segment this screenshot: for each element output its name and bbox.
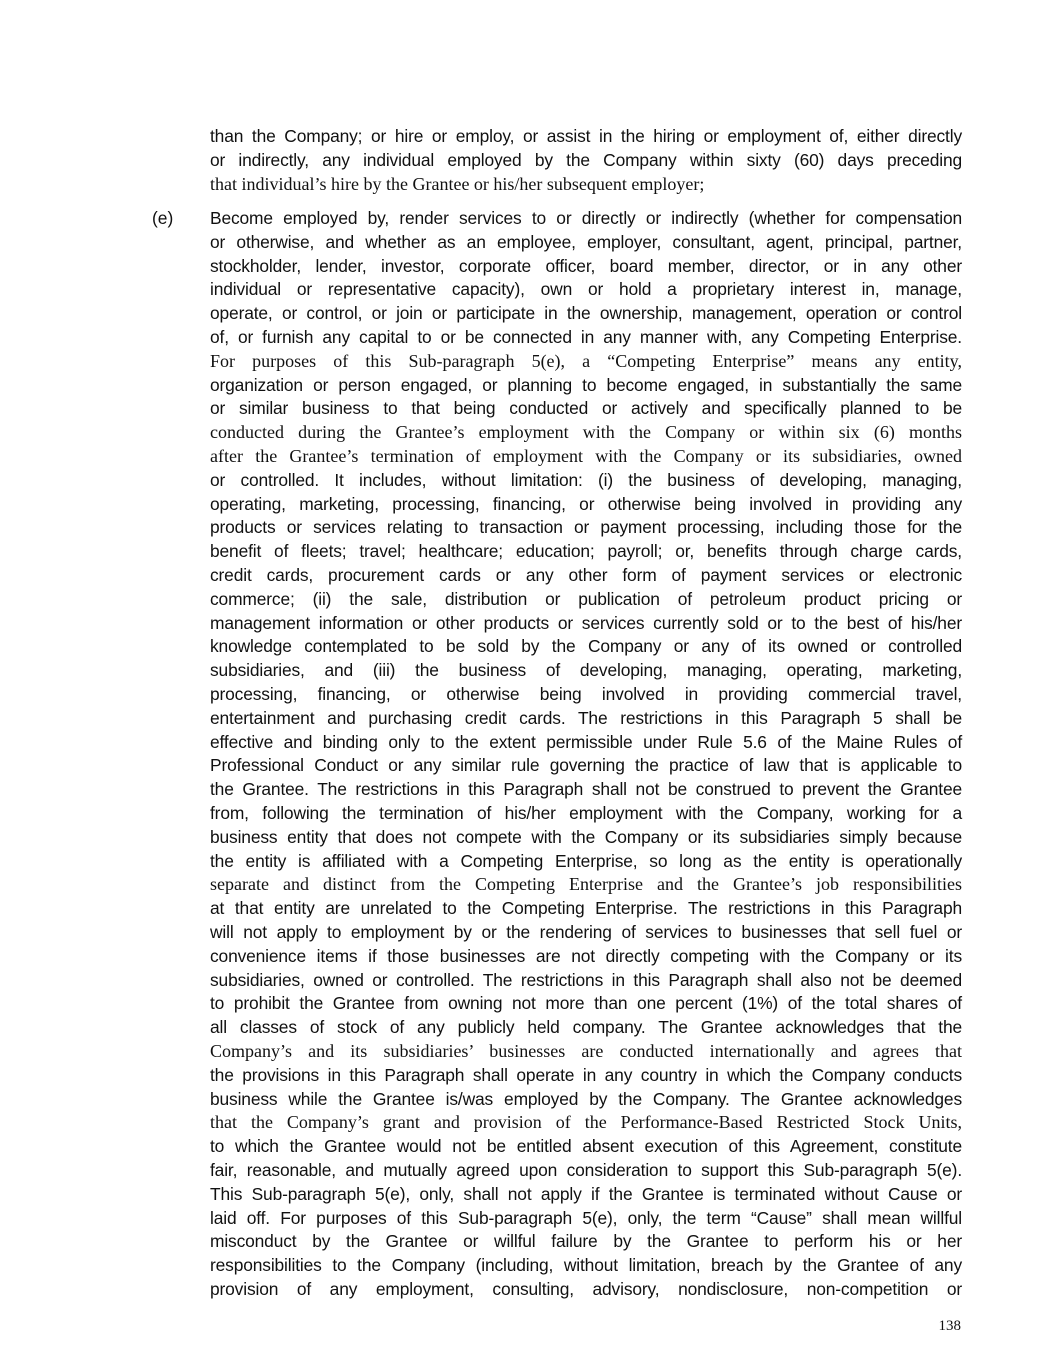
paragraph-e-line: This Sub-paragraph 5(e), only, shall not apply if the Grantee is terminated without Cause or	[210, 1183, 962, 1204]
paragraph-e-line: all classes of stock of any publicly held company. The Grantee acknowledges that the	[210, 1017, 962, 1038]
paragraph-e-line: from, following the termination of his/her employment with the Company, working for a	[210, 803, 962, 823]
paragraph-e-line: For purposes of this Sub-paragraph 5(e), a “Competing Enterprise” means any entity,	[210, 350, 962, 371]
paragraph-e-line: individual or representative capacity), own or hold a proprietary interest in, manage,	[210, 279, 962, 300]
paragraph-e-line: or similar business to that being conducted or actively and specifically planned to be	[210, 398, 962, 419]
paragraph-e-line: operate, or control, or join or participate in the ownership, management, operation or control	[210, 303, 962, 324]
paragraph-e-marker: (e)	[152, 208, 174, 228]
paragraph-e-line: subsidiaries, owned or controlled. The restrictions in this Paragraph shall also not be deemed	[210, 969, 962, 990]
paragraph-e-line: the provisions in this Paragraph shall operate in any country in which the Company conducts	[210, 1064, 962, 1085]
paragraph-e-line: provision of any employment, consulting, advisory, nondisclosure, non-competition or	[210, 1279, 962, 1299]
paragraph-e-line: Company’s and its subsidiaries’ businesses are conducted internationally and agrees that	[210, 1041, 962, 1061]
paragraph-e-line: credit cards, procurement cards or any other form of payment services or electronic	[210, 565, 962, 585]
paragraph-e-line: that the Company’s grant and provision of the Performance-Based Restricted Stock Units,	[210, 1112, 962, 1133]
paragraph-e-line: at that entity are unrelated to the Competing Enterprise. The restrictions in this Paragraph	[210, 898, 962, 919]
paragraph-e-line: to which the Grantee would not be entitled absent execution of this Agreement, constitute	[210, 1136, 962, 1157]
paragraph-e-line: operating, marketing, processing, financing, or otherwise being involved in providing any	[210, 493, 962, 514]
page-number: 138	[938, 1318, 961, 1334]
paragraph-e-line: or controlled. It includes, without limitation: (i) the business of developing, managing,	[210, 469, 962, 490]
continuation-line: than the Company; or hire or employ, or assist in the hiring or employment of, either directly	[210, 126, 962, 146]
paragraph-e-line: knowledge contemplated to be sold by the Company or any of its owned or controlled	[210, 636, 962, 657]
paragraph-e-line: processing, financing, or otherwise being involved in providing commercial travel,	[210, 684, 962, 704]
paragraph-e-line: will not apply to employment by or the rendering of services to businesses that sell fuel or	[210, 922, 962, 942]
paragraph-e-line: misconduct by the Grantee or willful failure by the Grantee to perform his or her	[210, 1231, 962, 1252]
paragraph-e-line: business while the Grantee is/was employed by the Company. The Grantee acknowledges	[210, 1088, 962, 1109]
continuation-line: that individual’s hire by the Grantee or his/her subsequent employer;	[210, 173, 705, 194]
paragraph-e-line: separate and distinct from the Competing Enterprise and the Grantee’s job responsibilities	[210, 874, 962, 895]
paragraph-e-line: responsibilities to the Company (including, without limitation, breach by the Grantee of any	[210, 1255, 962, 1276]
paragraph-e-line: convenience items if those businesses are not directly competing with the Company or its	[210, 945, 962, 966]
paragraph-e-line: to prohibit the Grantee from owning not more than one percent (1%) of the total shares of	[210, 993, 962, 1014]
paragraph-e-line: or otherwise, and whether as an employee, employer, consultant, agent, principal, partner,	[210, 231, 962, 252]
paragraph-e-line: organization or person engaged, or planning to become engaged, in substantially the same	[210, 374, 962, 395]
paragraph-e-line: subsidiaries, and (iii) the business of developing, managing, operating, marketing,	[210, 660, 962, 681]
paragraph-e-line: stockholder, lender, investor, corporate officer, board member, director, or in any other	[210, 255, 962, 276]
paragraph-e-line: Become employed by, render services to or directly or indirectly (whether for compensation	[210, 208, 962, 228]
paragraph-e-line: business entity that does not compete with the Company or its subsidiaries simply because	[210, 826, 962, 847]
continuation-line: or indirectly, any individual employed by the Company within sixty (60) days preceding	[210, 149, 962, 170]
paragraph-e-line: fair, reasonable, and mutually agreed upon consideration to support this Sub-paragraph 5(e).	[210, 1160, 962, 1180]
paragraph-e-line: effective and binding only to the extent permissible under Rule 5.6 of the Maine Rules of	[210, 731, 962, 752]
paragraph-e-line: products or services relating to transaction or payment processing, including those for the	[210, 517, 962, 538]
paragraph-e-line: Professional Conduct or any similar rule governing the practice of law that is applicable to	[210, 755, 962, 776]
paragraph-e-line: conducted during the Grantee’s employment with the Company or within six (6) months	[210, 422, 962, 443]
paragraph-e-line: the entity is affiliated with a Competing Enterprise, so long as the entity is operationally	[210, 850, 962, 871]
paragraph-e-line: after the Grantee’s termination of employment with the Company or its subsidiaries, owned	[210, 446, 962, 466]
paragraph-e-line: entertainment and purchasing credit cards. The restrictions in this Paragraph 5 shall be	[210, 707, 962, 728]
paragraph-e-line: commerce; (ii) the sale, distribution or publication of petroleum product pricing or	[210, 588, 962, 609]
paragraph-e-line: management information or other products or services currently sold or to the best of his/her	[210, 612, 962, 633]
paragraph-e-line: benefit of fleets; travel; healthcare; education; payroll; or, benefits through charge cards,	[210, 541, 962, 562]
paragraph-e-line: the Grantee. The restrictions in this Paragraph shall not be construed to prevent the Grantee	[210, 779, 962, 800]
paragraph-e-line: laid off. For purposes of this Sub-paragraph 5(e), only, the term “Cause” shall mean willful	[210, 1207, 962, 1228]
paragraph-e-line: of, or furnish any capital to or be connected in any manner with, any Competing Enterprise.	[210, 327, 962, 347]
